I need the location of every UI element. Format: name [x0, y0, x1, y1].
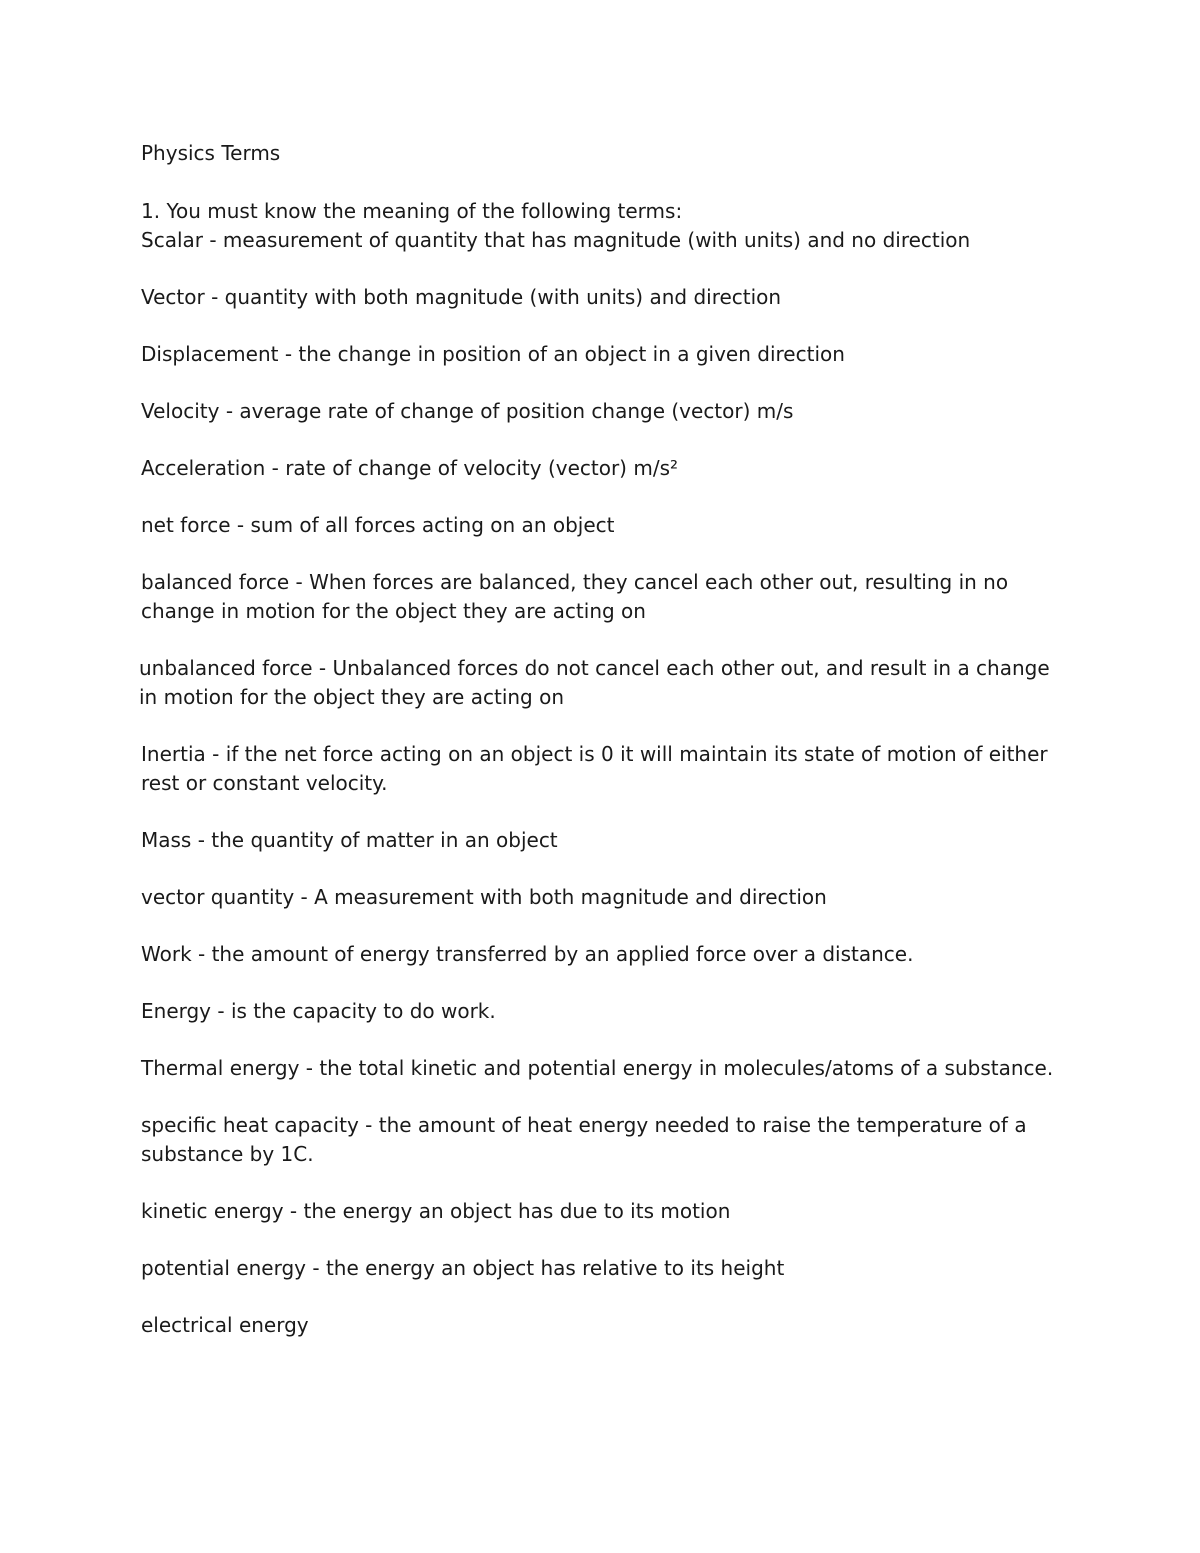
term-electrical-energy: electrical energy — [141, 1313, 309, 1337]
term-unbalanced-force: unbalanced force - Unbalanced forces do not cancel each other out, and result in a change in motion for the object they are acting on — [139, 656, 1050, 709]
term-net-force: net force - sum of all forces acting on an object — [141, 513, 615, 537]
term-inertia: Inertia - if the net force acting on an object is 0 it will maintain its state of motion of either rest or constant velocity. — [141, 742, 1048, 795]
term-thermal-energy: Thermal energy - the total kinetic and potential energy in molecules/atoms of a substance. — [141, 1056, 1054, 1080]
term-acceleration: Acceleration - rate of change of velocity (vector) m/s² — [141, 456, 679, 480]
term-work: Work - the amount of energy transferred by an applied force over a distance. — [141, 942, 914, 966]
term-mass: Mass - the quantity of matter in an object — [141, 828, 558, 852]
term-scalar: Scalar - measurement of quantity that has magnitude (with units) and no direction — [141, 228, 971, 252]
document-title: Physics Terms — [141, 141, 281, 165]
term-specific-heat-capacity: specific heat capacity - the amount of heat energy needed to raise the temperature of a substance by 1C. — [141, 1113, 1027, 1166]
term-velocity: Velocity - average rate of change of position change (vector) m/s — [141, 399, 794, 423]
term-potential-energy: potential energy - the energy an object has relative to its height — [141, 1256, 785, 1280]
term-vector: Vector - quantity with both magnitude (with units) and direction — [141, 285, 782, 309]
document-body — [141, 139, 1071, 1368]
document-intro: 1. You must know the meaning of the following terms: — [141, 199, 683, 223]
term-balanced-force: balanced force - When forces are balanced, they cancel each other out, resulting in no change in motion for the object they are acting on — [141, 570, 1009, 623]
term-energy: Energy - is the capacity to do work. — [141, 999, 496, 1023]
term-displacement: Displacement - the change in position of an object in a given direction — [141, 342, 845, 366]
term-vector-quantity: vector quantity - A measurement with both magnitude and direction — [141, 885, 827, 909]
term-list — [141, 226, 1071, 1340]
term-kinetic-energy: kinetic energy - the energy an object has due to its motion — [141, 1199, 731, 1223]
